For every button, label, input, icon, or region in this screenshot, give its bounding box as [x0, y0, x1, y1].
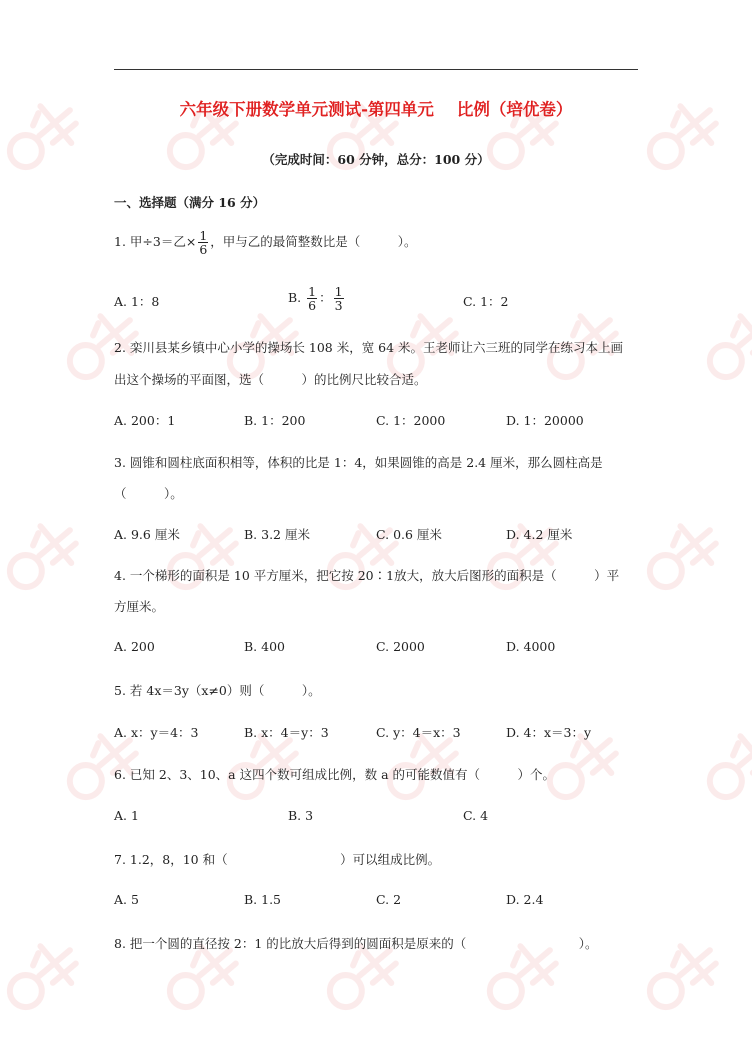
question-7-option-d[interactable]: D. 2.4	[506, 892, 544, 907]
question-1-option-a[interactable]: A. 1：8	[114, 294, 160, 309]
question-5-option-b[interactable]: B. x：4＝y：3	[244, 725, 329, 740]
question-1-option-c[interactable]: C. 1：2	[463, 294, 509, 309]
watermark-logo-icon	[150, 500, 260, 610]
question-5-option-d[interactable]: D. 4：x＝3：y	[506, 725, 592, 740]
page-title: 六年级下册数学单元测试-第四单元 比例（培优卷）	[179, 100, 573, 119]
watermark-logo-icon	[470, 500, 580, 610]
fraction-denominator: 3	[334, 298, 343, 314]
question-4-option-d[interactable]: D. 4000	[506, 639, 556, 654]
question-2-option-c[interactable]: C. 1：2000	[376, 413, 446, 428]
question-7-option-a[interactable]: A. 5	[114, 892, 139, 907]
watermark-logo-icon	[0, 920, 100, 1030]
question-4-line-1: 4. 一个梯形的面积是 10 平方厘米，把它按 20∶1放大，放大后图形的面积是（ ）平	[114, 568, 620, 583]
question-3-option-d[interactable]: D. 4.2 厘米	[506, 527, 573, 542]
watermark-logo-icon	[630, 500, 740, 610]
question-1-option-b[interactable]	[288, 285, 346, 312]
question-6-option-a[interactable]: A. 1	[114, 808, 139, 823]
section-heading: 一、选择题（满分 16 分）	[114, 195, 266, 210]
question-3-option-c[interactable]: C. 0.6 厘米	[376, 527, 442, 542]
watermark-logo-icon	[0, 500, 100, 610]
fraction-denominator: 6	[308, 298, 317, 314]
question-8-line-1: 8. 把一个圆的直径按 2：1 的比放大后得到的圆面积是原来的（ ）。	[114, 936, 598, 951]
fraction-numerator: 1	[199, 228, 208, 243]
fraction-numerator: 1	[308, 284, 317, 299]
question-2-line-2: 出这个操场的平面图，选（ ）的比例尺比较合适。	[114, 372, 427, 387]
header-rule	[114, 69, 638, 70]
watermark-logo-icon	[690, 290, 752, 400]
watermark-logo-icon	[630, 920, 740, 1030]
question-3-option-a[interactable]: A. 9.6 厘米	[114, 527, 180, 542]
page-subtitle: （完成时间：60 分钟，总分：100 分）	[262, 152, 490, 167]
question-3-option-b[interactable]: B. 3.2 厘米	[244, 527, 310, 542]
question-2-option-a[interactable]: A. 200：1	[114, 413, 176, 428]
question-6-option-b[interactable]: B. 3	[288, 808, 314, 823]
question-6-option-c[interactable]: C. 4	[463, 808, 489, 823]
watermark-logo-icon	[310, 500, 420, 610]
question-7-option-b[interactable]: B. 1.5	[244, 892, 282, 907]
watermark-logo-icon	[690, 710, 752, 820]
ratio-colon: ：	[319, 290, 332, 306]
question-6-line-1: 6. 已知 2、3、10、a 这四个数可组成比例，数 a 的可能数值有（ ）个。	[114, 767, 556, 782]
question-5-option-c[interactable]: C. y：4＝x：3	[376, 725, 461, 740]
question-3-line-1: 3. 圆锥和圆柱底面积相等，体积的比是 1：4，如果圆锥的高是 2.4 厘米，那么圆柱高是	[114, 455, 603, 470]
question-4-option-c[interactable]: C. 2000	[376, 639, 425, 654]
question-5-option-a[interactable]: A. x：y＝4：3	[114, 725, 199, 740]
fraction-numerator: 1	[334, 284, 343, 299]
question-1-fraction	[198, 229, 208, 256]
question-2-option-d[interactable]: D. 1：20000	[506, 413, 584, 428]
option-b-fraction-1	[307, 285, 317, 312]
fraction-denominator: 6	[199, 242, 208, 258]
option-label: B.	[288, 290, 306, 306]
question-7-line-1: 7. 1.2，8，10 和（ ）可以组成比例。	[114, 852, 441, 867]
question-2-option-b[interactable]: B. 1：200	[244, 413, 306, 428]
question-1-text-post: ，甲与乙的最简整数比是（ ）。	[210, 234, 417, 250]
question-7-option-c[interactable]: C. 2	[376, 892, 402, 907]
question-5-line-1: 5. 若 4x＝3y（x≠0）则（ ）。	[114, 683, 321, 698]
question-4-line-2: 方厘米。	[114, 599, 165, 614]
question-1-stem	[114, 229, 417, 256]
question-3-line-2: （ ）。	[114, 486, 183, 501]
option-b-fraction-2	[334, 285, 344, 312]
question-2-line-1: 2. 栾川县某乡镇中心小学的操场长 108 米，宽 64 米。王老师让六三班的同学在练习本上画	[114, 340, 624, 355]
question-4-option-b[interactable]: B. 400	[244, 639, 285, 654]
question-4-option-a[interactable]: A. 200	[114, 639, 155, 654]
question-1-text-pre: 1. 甲÷3＝乙×	[114, 234, 197, 250]
